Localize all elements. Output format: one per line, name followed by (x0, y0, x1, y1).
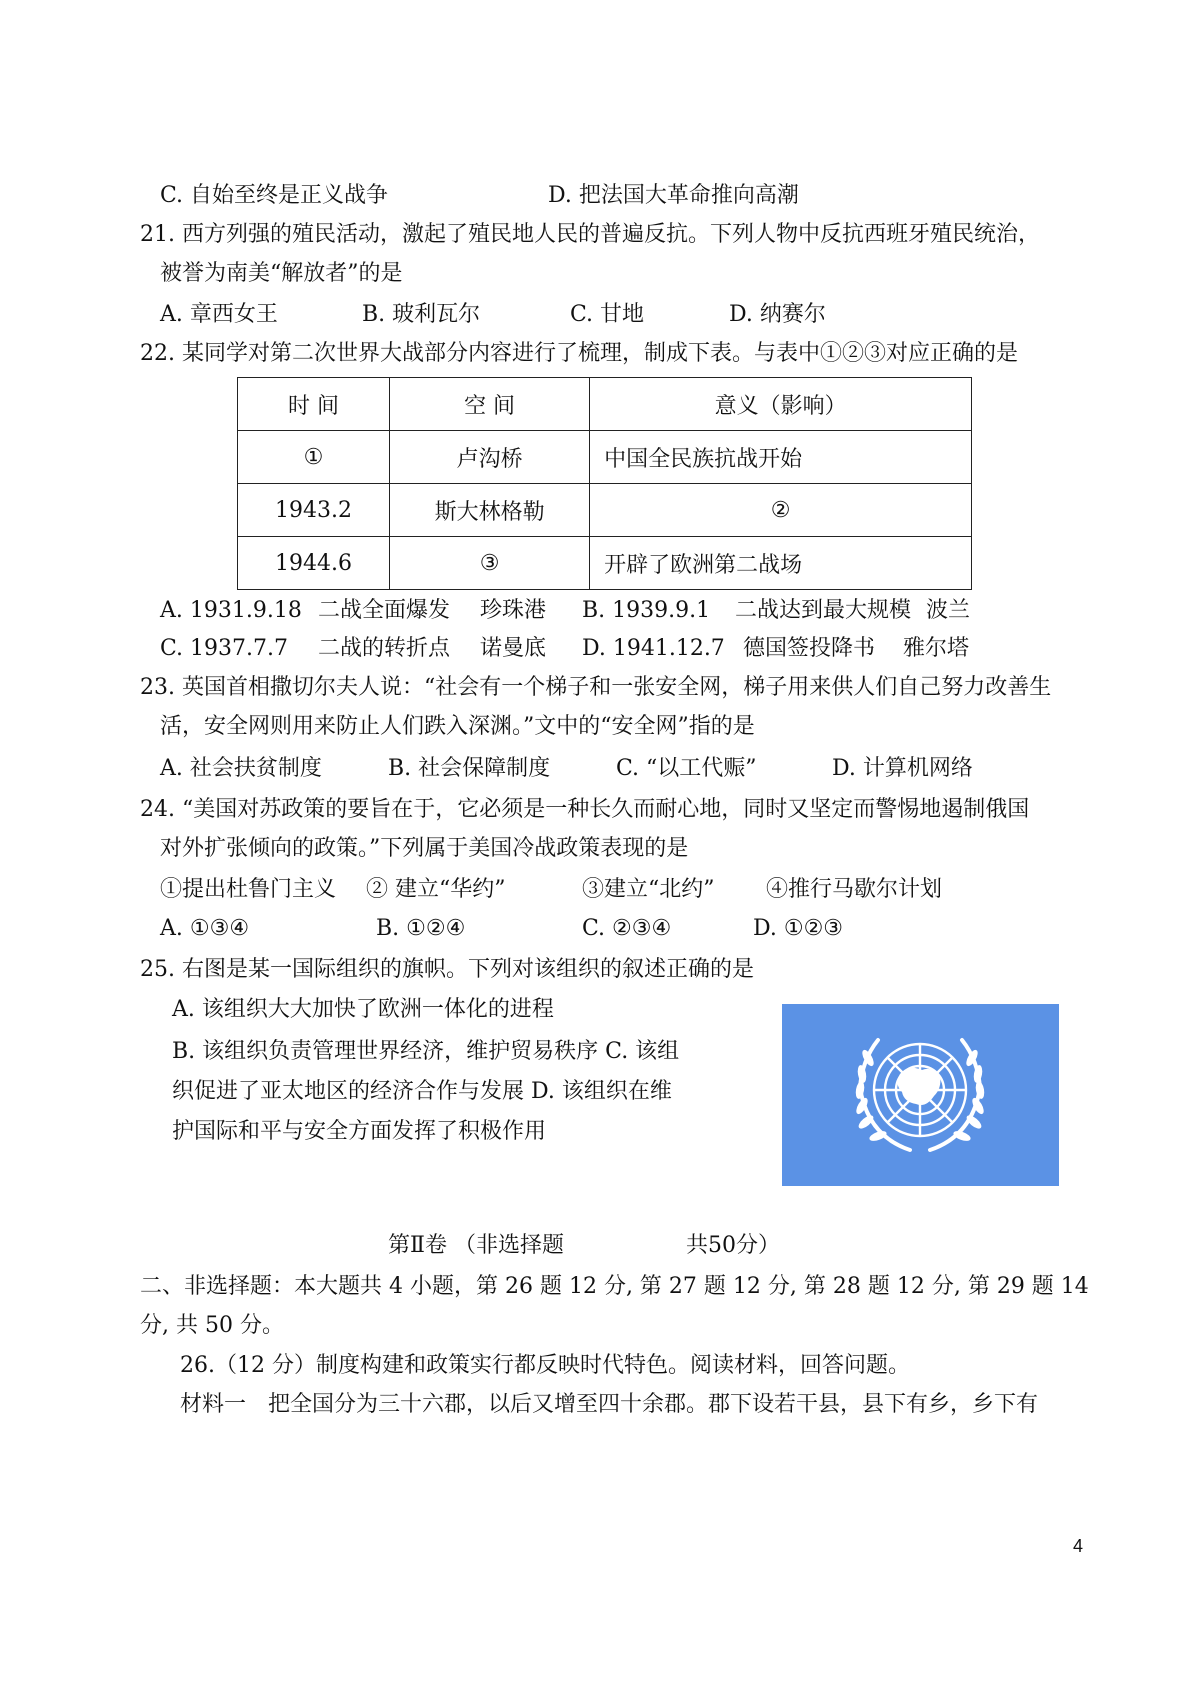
q22-option-d-place: 雅尔塔 (903, 636, 970, 661)
q25-option-line-d: 护国际和平与安全方面发挥了积极作用 (172, 1119, 547, 1144)
q20-option-c: C. 自始至终是正义战争 (160, 183, 389, 208)
q24-option-b: B. ①②④ (376, 916, 466, 941)
q21-stem-line2: 被誉为南美“解放者”的是 (160, 261, 403, 286)
un-emblem-icon (782, 1004, 1059, 1186)
un-flag-image (782, 1004, 1059, 1186)
q22-option-a-place: 珍珠港 (480, 598, 547, 623)
q25-option-line-b: B. 该组织负责管理世界经济，维护贸易秩序 C. 该组 (172, 1039, 680, 1064)
table-cell: ② (590, 484, 972, 537)
q22-option-b-event: 二战达到最大规模 (735, 598, 912, 623)
q22-option-b-date: B. 1939.9.1 (582, 598, 711, 623)
table-cell: 1944.6 (238, 537, 390, 590)
q22-option-b-place: 波兰 (926, 598, 971, 623)
page-number: 4 (1073, 1536, 1084, 1556)
q24-item-3: ③建立“北约” (582, 877, 715, 902)
q23-option-d: D. 计算机网络 (832, 756, 973, 781)
table-cell: ③ (389, 537, 589, 590)
q24-item-1: ①提出杜鲁门主义 (160, 877, 337, 902)
table-row (238, 537, 972, 590)
q22-option-c-event: 二战的转折点 (318, 636, 451, 661)
table-header-cell: 意义（影响） (590, 378, 972, 431)
table-cell: 开辟了欧洲第二战场 (590, 537, 972, 590)
table-cell: 斯大林格勒 (389, 484, 589, 537)
ww2-table (237, 377, 972, 590)
table-header-cell: 空 间 (389, 378, 589, 431)
q24-stem-line1: 24. “美国对苏政策的要旨在于，它必须是一种长久而耐心地，同时又坚定而警惕地遏制俄国 (140, 797, 1030, 822)
q22-option-a-date: A. 1931.9.18 (160, 598, 302, 623)
q20-option-d: D. 把法国大革命推向高潮 (548, 183, 799, 208)
table-cell: 中国全民族抗战开始 (590, 431, 972, 484)
q25-option-a: A. 该组织大大加快了欧洲一体化的进程 (172, 997, 554, 1022)
q23-option-b: B. 社会保障制度 (388, 756, 551, 781)
q22-option-a-event: 二战全面爆发 (318, 598, 451, 623)
q22-option-c-place: 诺曼底 (480, 636, 547, 661)
part2-title-right: 共50分） (686, 1233, 780, 1258)
q22-option-d-date: D. 1941.12.7 (582, 636, 725, 661)
q24-item-4: ④推行马歇尔计划 (766, 877, 943, 902)
q23-option-a: A. 社会扶贫制度 (160, 756, 322, 781)
part2-title-left: 第Ⅱ卷 （非选择题 (388, 1233, 564, 1258)
q26-stem: 26.（12 分）制度构建和政策实行都反映时代特色。阅读材料，回答问题。 (180, 1353, 910, 1378)
table-header-row (238, 378, 972, 431)
q24-option-a: A. ①③④ (160, 916, 250, 941)
q21-option-d: D. 纳赛尔 (729, 302, 826, 327)
q24-option-c: C. ②③④ (582, 916, 672, 941)
part2-intro-line1: 二、非选择题：本大题共 4 小题，第 26 题 12 分, 第 27 题 12 分, 第 28 题 12 分, 第 29 题 14 (140, 1274, 1089, 1299)
table-cell: 卢沟桥 (389, 431, 589, 484)
q22-option-d-event: 德国签投降书 (743, 636, 876, 661)
q22-option-c-date: C. 1937.7.7 (160, 636, 289, 661)
table-cell: 1943.2 (238, 484, 390, 537)
q21-stem-line1: 21. 西方列强的殖民活动，激起了殖民地人民的普遍反抗。下列人物中反抗西班牙殖民统治， (140, 222, 1040, 247)
q23-stem-line1: 23. 英国首相撒切尔夫人说：“社会有一个梯子和一张安全网，梯子用来供人们自己努力改善生 (140, 675, 1052, 700)
q25-stem: 25. 右图是某一国际组织的旗帜。下列对该组织的叙述正确的是 (140, 957, 754, 982)
q23-option-c: C. “以工代赈” (616, 756, 757, 781)
q24-option-d: D. ①②③ (753, 916, 844, 941)
table-row (238, 484, 972, 537)
table-cell: ① (238, 431, 390, 484)
q21-option-b: B. 玻利瓦尔 (362, 302, 481, 327)
table-header-cell: 时 间 (238, 378, 390, 431)
part2-intro-line2: 分, 共 50 分。 (140, 1313, 284, 1338)
q21-option-a: A. 章西女王 (160, 302, 278, 327)
q24-stem-line2: 对外扩张倾向的政策。”下列属于美国冷战政策表现的是 (160, 836, 689, 861)
q21-option-c: C. 甘地 (570, 302, 645, 327)
q22-stem: 22. 某同学对第二次世界大战部分内容进行了梳理，制成下表。与表中①②③对应正确的是 (140, 341, 1018, 366)
q24-item-2: ② 建立“华约” (366, 877, 506, 902)
q25-option-line-c: 织促进了亚太地区的经济合作与发展 D. 该组织在维 (172, 1079, 672, 1104)
q26-material1: 材料一 把全国分为三十六郡，以后又增至四十余郡。郡下设若干县，县下有乡，乡下有 (180, 1392, 1039, 1417)
q23-stem-line2: 活，安全网则用来防止人们跌入深渊。”文中的“安全网”指的是 (160, 714, 755, 739)
table-row (238, 431, 972, 484)
